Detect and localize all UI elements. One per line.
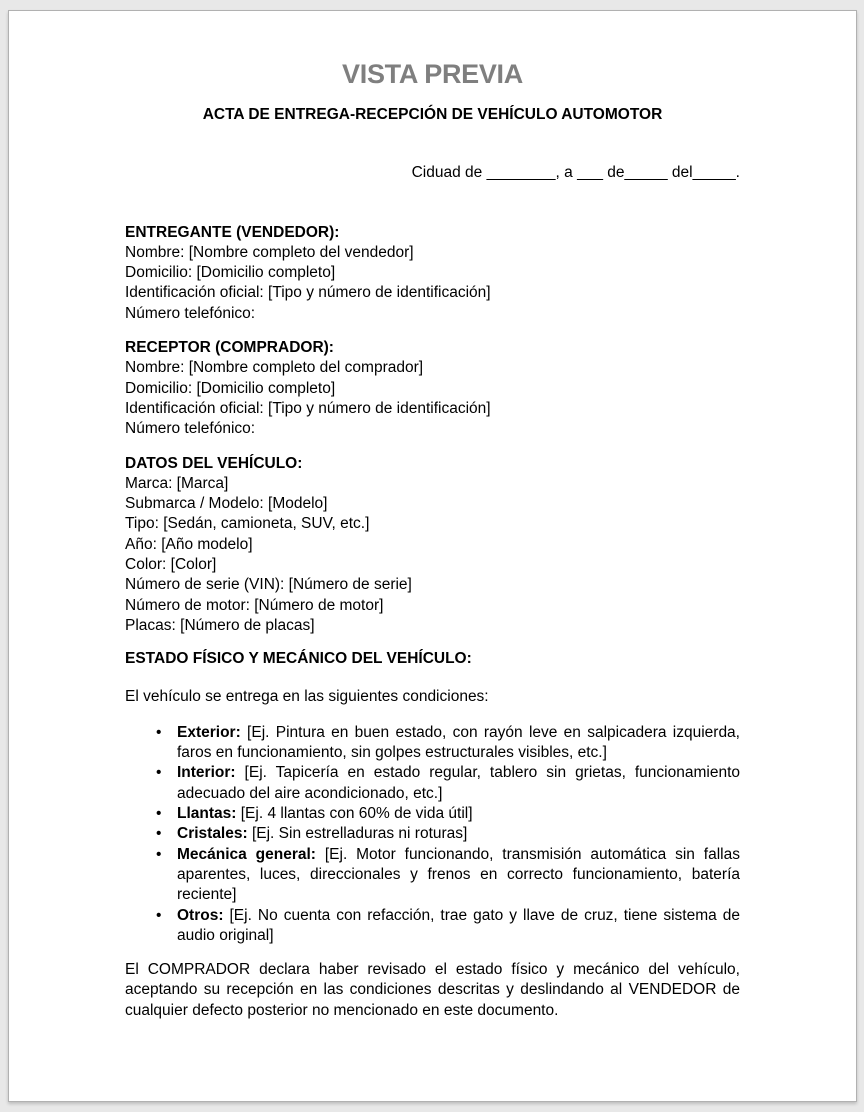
field-numero-motor: Número de motor: [Número de motor]: [125, 596, 384, 614]
condition-interior: [177, 763, 740, 804]
bullet-text: [Ej. Motor funcionando, transmisión automática sin fallas aparentes, luces, direccionales y frenos en correcto funcionamiento, batería reciente]: [177, 845, 740, 904]
bullet-label: Llantas:: [177, 805, 237, 823]
field-nombre: Nombre: [Nombre completo del comprador]: [125, 359, 424, 377]
bullet-text: [Ej. Sin estrelladuras ni roturas]: [251, 825, 468, 843]
section-heading-estado: ESTADO FÍSICO Y MECÁNICO DEL VEHÍCULO:: [125, 650, 472, 668]
field-telefono: Número telefónico:: [125, 420, 256, 438]
date-line: Ciduad de ________, a ___ de_____ del_____.: [411, 164, 740, 182]
document-page: [8, 10, 857, 1102]
field-color: Color: [Color]: [125, 556, 217, 574]
field-numero-serie-vin: Número de serie (VIN): [Número de serie]: [125, 576, 412, 594]
field-submarca-modelo: Submarca / Modelo: [Modelo]: [125, 495, 328, 513]
section-receptor-comprador: [125, 338, 740, 439]
field-nombre: Nombre: [Nombre completo del vendedor]: [125, 243, 414, 261]
field-domicilio: Domicilio: [Domicilio completo]: [125, 264, 336, 282]
bullet-label: Cristales:: [177, 825, 248, 843]
field-identificacion: Identificación oficial: [Tipo y número de identificación]: [125, 284, 491, 302]
section-heading: DATOS DEL VEHÍCULO:: [125, 454, 303, 472]
condition-otros: [177, 906, 740, 947]
field-telefono: Número telefónico:: [125, 304, 256, 322]
bullet-text: [Ej. Pintura en buen estado, con rayón leve en salpicadera izquierda, faros en funcionamiento, sin golpes estructurales visibles, etc.]: [177, 723, 740, 762]
field-placas: Placas: [Número de placas]: [125, 616, 315, 634]
section-heading: ENTREGANTE (VENDEDOR):: [125, 223, 340, 241]
condition-mecanica-general: [177, 845, 740, 906]
bullet-text: [Ej. 4 llantas con 60% de vida útil]: [240, 805, 473, 823]
bullet-label: Otros:: [177, 906, 224, 924]
bullet-text: [Ej. No cuenta con refacción, trae gato y llave de cruz, tiene sistema de audio original]: [177, 906, 740, 944]
field-ano: Año: [Año modelo]: [125, 535, 253, 553]
bullet-text: [Ej. Tapicería en estado regular, tablero sin grietas, funcionamiento adecuado del aire acondicionado, etc.]: [177, 764, 740, 802]
condition-llantas: [177, 804, 740, 824]
document-title: ACTA DE ENTREGA-RECEPCIÓN DE VEHÍCULO AUTOMOTOR: [202, 106, 663, 123]
bullet-label: Exterior:: [177, 723, 241, 741]
section-entregante-vendedor: [125, 223, 740, 324]
field-marca: Marca: [Marca]: [125, 474, 229, 492]
preview-title: VISTA PREVIA: [342, 59, 523, 89]
closing-paragraph: El COMPRADOR declara haber revisado el estado físico y mecánico del vehículo, aceptando su recepción en las condiciones descritas y deslindando al VENDEDOR de cualquier defecto posterior no mencionado en este documento.: [125, 961, 740, 1019]
condition-cristales: [177, 824, 740, 844]
estado-intro: El vehículo se entrega en las siguientes condiciones:: [125, 687, 489, 705]
field-tipo: Tipo: [Sedán, camioneta, SUV, etc.]: [125, 515, 370, 533]
field-identificacion: Identificación oficial: [Tipo y número de identificación]: [125, 399, 491, 417]
field-domicilio: Domicilio: [Domicilio completo]: [125, 379, 336, 397]
bullet-label: Mecánica general:: [177, 845, 316, 863]
bullet-label: Interior:: [177, 764, 236, 782]
section-heading: RECEPTOR (COMPRADOR):: [125, 339, 334, 357]
condition-exterior: [177, 723, 740, 764]
section-datos-vehiculo: [125, 454, 740, 637]
condition-list: [125, 723, 740, 946]
